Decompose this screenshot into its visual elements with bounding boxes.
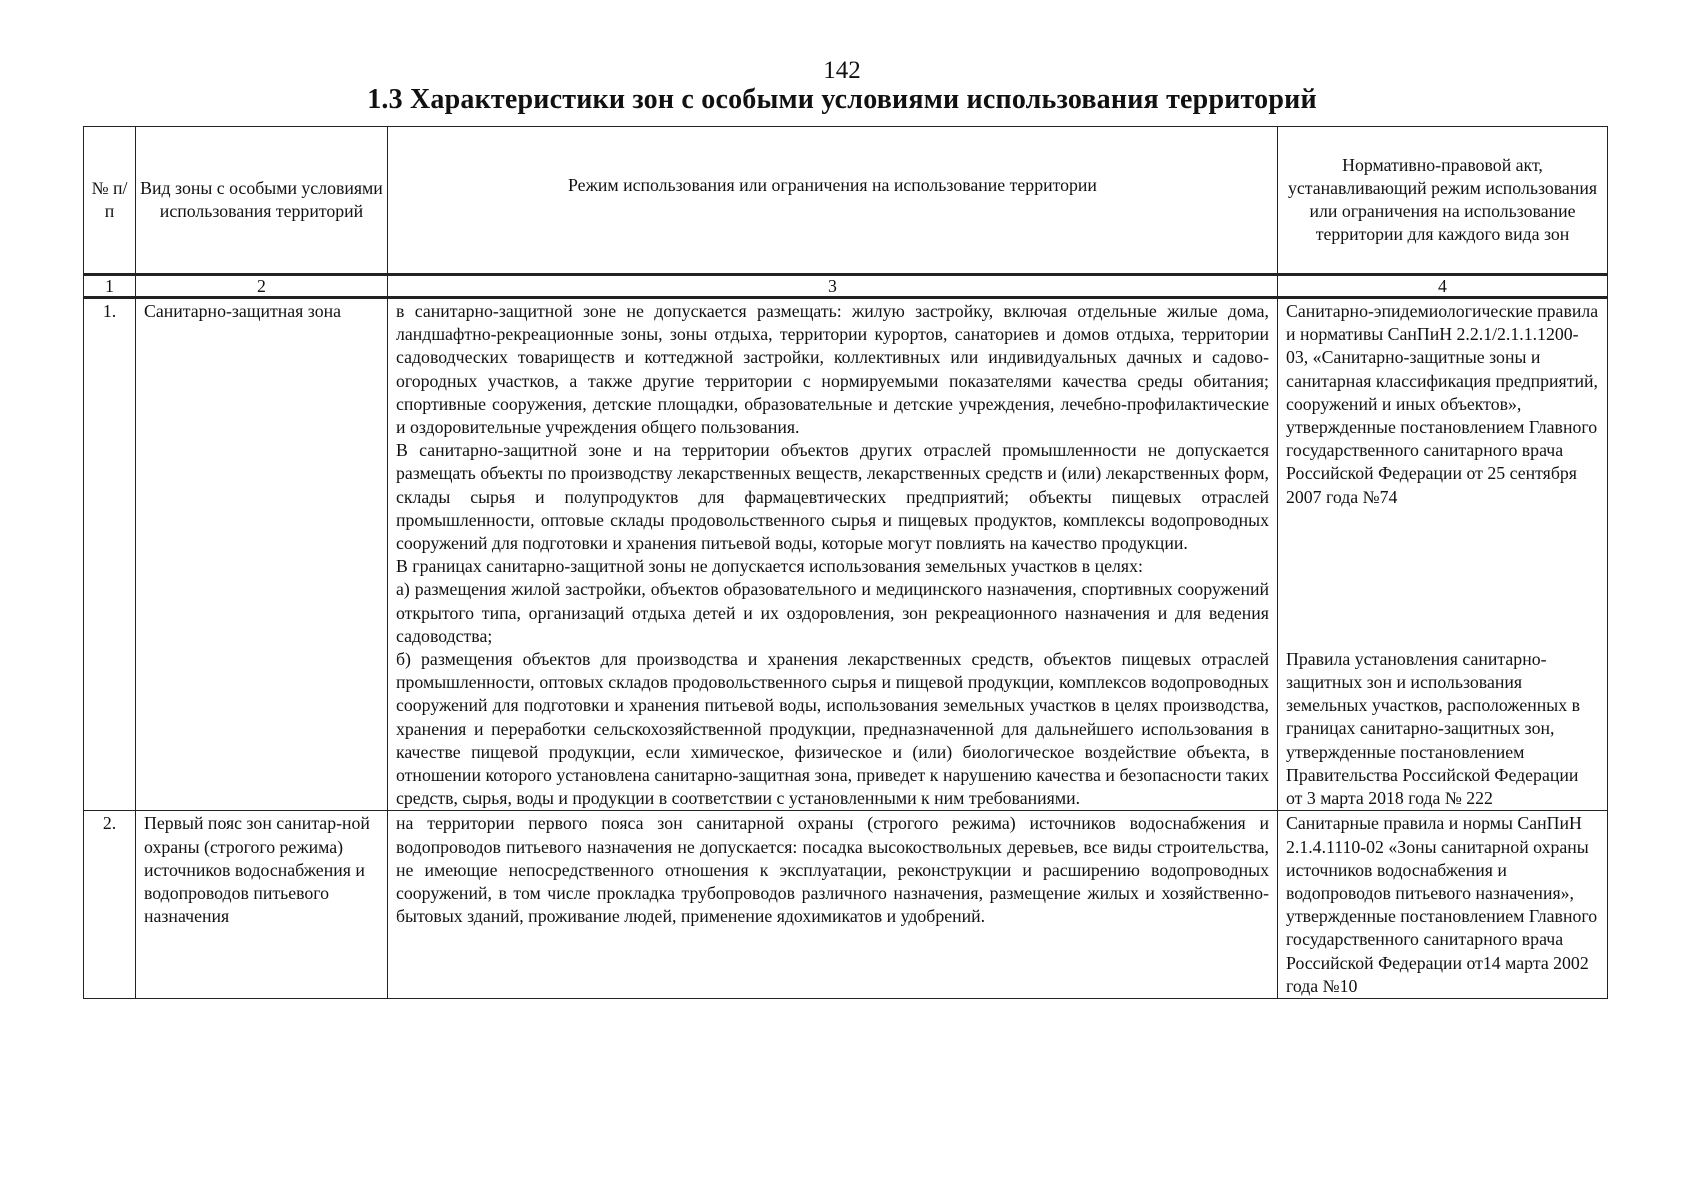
column-number: 2 [136, 275, 388, 298]
legal-act: Санитарно-эпидемиологические правила и нормативы СанПиН 2.2.1/2.1.1.1200-03, «Санитарно-защитные зоны и санитарная классификация предприятий, сооружений и иных объектов», утвержденные постановлением Главного государственного санитарного врача Российской Федерации от 25 сентября 2007 года №74 [1286, 301, 1599, 507]
table-row [84, 811, 1608, 999]
regime-paragraph: на территории первого пояса зон санитарной охраны (строгого режима) источников водоснабжения и водопроводов питьевого назначения не допускается: посадка высокоствольных деревьев, все виды строительства, не имеющие непосредственного отношения к эксплуатации, реконструкции и расширению водопроводных сооружений, в том числе прокладка трубопроводов различного назначения, размещение жилых и хозяйственно-бытовых зданий, проживание людей, применение ядохимикатов и удобрений. [396, 813, 1269, 927]
header-number: № п/п [84, 127, 136, 275]
column-number: 1 [84, 275, 136, 298]
table-row [84, 298, 1608, 811]
regime-paragraph: В границах санитарно-защитной зоны не допускается использования земельных участков в целях: [396, 556, 1143, 577]
zone-type-cell: Первый пояс зон санитар-ной охраны (строгого режима) источников водоснабжения и водопроводов питьевого назначения [136, 811, 388, 999]
column-number: 4 [1278, 275, 1608, 298]
page-number: 142 [823, 57, 861, 84]
legal-act-cell [1278, 811, 1608, 999]
column-number: 3 [388, 275, 1278, 298]
regime-cell [388, 298, 1278, 811]
legal-act: Санитарные правила и нормы СанПиН 2.1.4.1110-02 «Зоны санитарной охраны источников водоснабжения и водопроводов питьевого назначения», утвержденные постановлением Главного государственного санитарного врача Российской Федерации от14 марта 2002 года №10 [1286, 813, 1598, 996]
column-numbers-row [84, 275, 1608, 298]
header-legal-act: Нормативно-правовой акт, устанавливающий режим использования или ограничения на использование территории для каждого вида зон [1278, 127, 1608, 275]
zones-table [83, 126, 1608, 999]
row-number: 1. [84, 298, 136, 811]
regime-cell [388, 811, 1278, 999]
regime-paragraph: в санитарно-защитной зоне не допускается размещать: жилую застройку, включая отдельные жилые дома, ландшафтно-рекреационные зоны, зоны отдыха, территории курортов, санаториев и домов отдыха, территории садоводческих товариществ и коттеджной застройки, коллективных или индивидуальных дачных и садово-огородных участков, а также другие территории с нормируемыми показателями качества среды обитания; спортивные сооружения, детские площадки, образовательные и детские учреждения, лечебно-профилактические и оздоровительные учреждения общего пользования. [396, 301, 1269, 438]
legal-act-cell [1278, 298, 1608, 811]
header-regime: Режим использования или ограничения на использование территории [388, 127, 1278, 275]
regime-paragraph: В санитарно-защитной зоне и на территории объектов других отраслей промышленности не допускается размещать объекты по производству лекарственных веществ, лекарственных средств и (или) лекарственных форм, склады сырья и полупродуктов для фармацевтических предприятий; объекты пищевых отраслей промышленности, оптовые склады продовольственного сырья и пищевых продуктов, комплексы водопроводных сооружений для подготовки и хранения питьевой воды, которые могут повлиять на качество продукции. [396, 440, 1269, 554]
regime-paragraph: б) размещения объектов для производства и хранения лекарственных средств, объектов пищевых отраслей промышленности, оптовых складов продовольственного сырья и пищевой продукции, комплексов водопроводных сооружений для подготовки и хранения питьевой воды, использования земельных участков в целях производства, хранения и переработки сельскохозяйственной продукции, предназначенной для дальнейшего использования в качестве пищевой продукции, если химическое, физическое и (или) биологическое воздействие объекта, в отношении которого установлена санитарно-защитная зона, приведет к нарушению качества и безопасности таких средств, сырья, воды и продукции в соответствии с установленными к ним требованиями. [396, 649, 1269, 809]
row-number: 2. [84, 811, 136, 999]
table-header-row [84, 127, 1608, 275]
header-zone-type: Вид зоны с особыми условиями использования территорий [136, 127, 388, 275]
legal-act: Правила установления санитарно-защитных зон и использования земельных участков, расположенных в границах санитарно-защитных зон, утвержденные постановлением Правительства Российской Федерации от 3 марта 2018 года № 222 [1286, 648, 1580, 809]
regime-paragraph: а) размещения жилой застройки, объектов образовательного и медицинского назначения, спортивных сооружений открытого типа, организаций отдыха детей и их оздоровления, зон рекреационного назначения и для ведения садоводства; [396, 579, 1269, 646]
page-title: 1.3 Характеристики зон с особыми условиями использования территорий [367, 84, 1317, 115]
zone-type-cell: Санитарно-защитная зона [136, 298, 388, 811]
